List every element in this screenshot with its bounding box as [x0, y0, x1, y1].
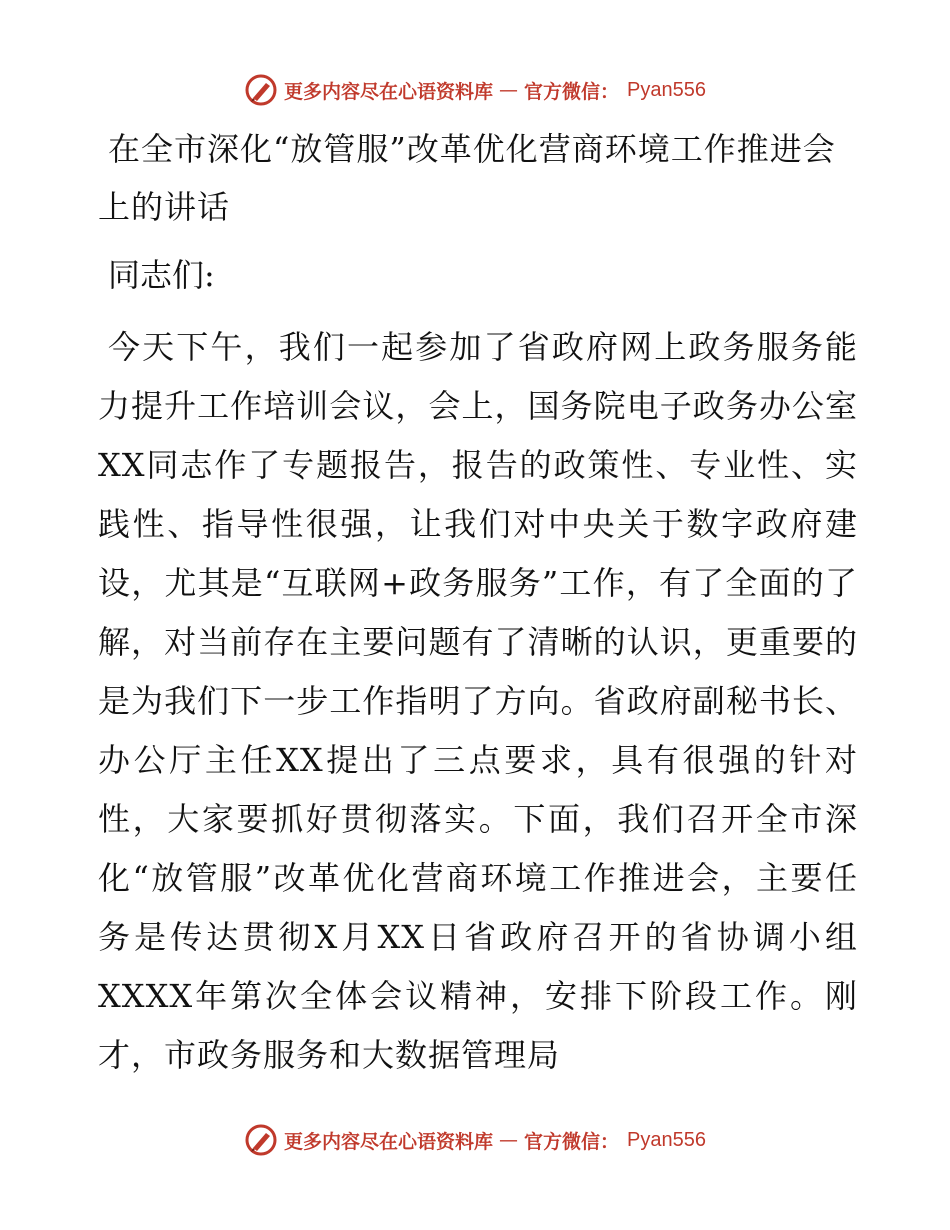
header-watermark — [0, 70, 950, 110]
body-paragraph: 今天下午，我们一起参加了省政府网上政务服务能力提升工作培训会议，会上，国务院电子政务办公室XX同志作了专题报告，报告的政策性、专业性、实践性、指导性很强，让我们对中央关于数字政府建设，尤其是“互联网+政务服务”工作，有了全面的了解，对当前存在主要问题有了清晰的认识，更重要的是为我们下一步工作指明了方向。省政府副秘书长、办公厅主任XX提出了三点要求，具有很强的针对性，大家要抓好贯彻落实。下面，我们召开全市深化“放管服”改革优化营商环境工作推进会，主要任务是传达贯彻X月XX日省政府召开的省协调小组XXXX年第次全体会议精神，安排下阶段工作。刚才，市政务服务和大数据管理局 — [98, 328, 858, 1074]
watermark-wechat-label: 官方微信： — [524, 1130, 620, 1153]
watermark-separator: — — [499, 1129, 519, 1151]
watermark-wechat-id: Pyan556 — [627, 78, 706, 101]
salutation: 同志们: — [108, 256, 215, 294]
watermark-wechat-id: Pyan556 — [627, 1128, 706, 1151]
pen-logo-icon — [244, 73, 278, 107]
watermark-site-text: 更多内容尽在心语资料库 — [284, 80, 494, 103]
watermark-wechat-label: 官方微信： — [524, 80, 620, 103]
watermark-site-text: 更多内容尽在心语资料库 — [284, 1130, 494, 1153]
pen-logo-icon — [244, 1123, 278, 1157]
document-title: 在全市深化“放管服”改革优化营商环境工作推进会上的讲话 — [98, 130, 836, 226]
document-body — [98, 120, 858, 1085]
watermark-separator: — — [499, 79, 519, 101]
footer-watermark — [0, 1120, 950, 1160]
